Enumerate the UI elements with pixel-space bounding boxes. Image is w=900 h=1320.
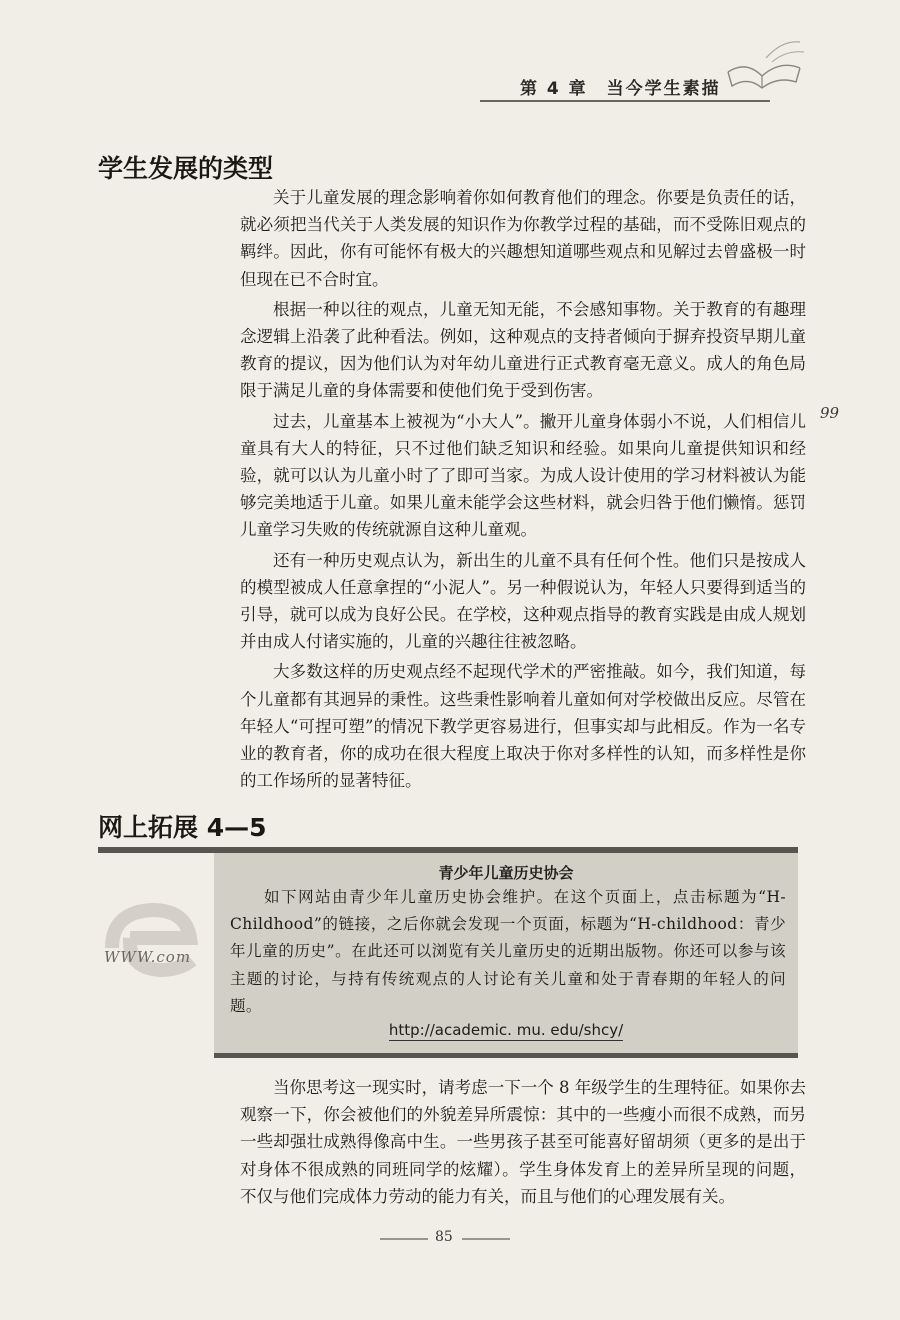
header-rule [480,100,770,102]
box-paragraph: 如下网站由青少年儿童历史协会维护。在这个页面上，点击标题为“H-Childhood”的链接，之后你就会发现一个页面，标题为“H-childhood：青少年儿童的历史”。在此还可以浏览有关儿童历史的近期出版物。你还可以参与该主题的讨论，与持有传统观点的人讨论有关儿童和处于青春期的年轻人的问题。 [230,888,786,1015]
box-body [230,884,786,1020]
paragraph: 关于儿童发展的理念影响着你如何教育他们的理念。你要是负责任的话，就必须把当代关于人类发展的知识作为你教学过程的基础，而不受陈旧观点的羁绊。因此，你有可能怀有极大的兴趣想知道哪些观点和见解过去曾盛极一时但现在已不合时宜。 [240,188,806,289]
paragraph: 还有一种历史观点认为，新出生的儿童不具有任何个性。他们只是按成人的模型被成人任意拿捏的“小泥人”。另一种假说认为，年轻人只要得到适当的引导，就可以成为良好公民。在学校，这种观点指导的教育实践是由成人规划并由成人付诸实施的，儿童的兴趣往往被忽略。 [240,550,806,652]
footer-rule-right [462,1238,510,1240]
open-book-icon [722,38,808,96]
section-title-online-extension: 网上拓展 4—5 [98,813,267,842]
page-number: 85 [435,1229,453,1245]
chapter-header: 第 4 章 当今学生素描 [520,79,721,99]
paragraph: 大多数这样的历史观点经不起现代学术的严密推敲。如今，我们知道，每个儿童都有其迥异的秉性。这些秉性影响着儿童如何对学校做出反应。尽管在年轻人“可捏可塑”的情况下教学更容易进行，但事实却与此相反。作为一名专业的教育者，你的成功在很大程度上取决于你对多样性的认知，而多样性是你的工作场所的显著特征。 [240,662,806,791]
paragraph: 当你思考这一现实时，请考虑一下一个 8 年级学生的生理特征。如果你去观察一下，你会被他们的外貌差异所震惊：其中的一些瘦小而很不成熟，而另一些却强壮成熟得像高中生。一些男孩子甚至可能喜好留胡须（更多的是出于对身体不很成熟的同班同学的炫耀）。学生身体发育上的差异所呈现的问题，不仅与他们完成体力劳动的能力有关，而且与他们的心理发展有关。 [240,1078,806,1206]
paragraph: 根据一种以往的观点，儿童无知无能，不会感知事物。关于教育的有趣理念逻辑上沿袭了此种看法。例如，这种观点的支持者倾向于摒弃投资早期儿童教育的提议，因为他们认为对年幼儿童进行正式教育毫无意义。成人的角色局限于满足儿童的身体需要和使他们免于受到伤害。 [240,299,806,401]
page-footer [380,1229,510,1249]
box-bottom-rule [214,1053,798,1058]
footer-rule-left [380,1238,428,1240]
section-body [240,184,806,794]
margin-page-number: 99 [820,404,840,422]
logo-text: WWW.com [104,948,192,966]
closing-body [240,1074,806,1210]
box-title: 青少年儿童历史协会 [438,864,574,882]
website-link[interactable] [214,1021,798,1039]
paragraph: 过去，儿童基本上被视为“小大人”。撇开儿童身体弱小不说，人们相信儿童具有大人的特征，只不过他们缺乏知识和经验。如果向儿童提供知识和经验，就可以认为儿童小时了了即可当家。为成人设计使用的学习材料被认为能够完美地适于儿童。如果儿童未能学会这些材料，就会归咎于他们懒惰。惩罚儿童学习失败的传统就源自这种儿童观。 [240,411,806,540]
website-url[interactable]: http://academic. mu. edu/shcy/ [388,1021,624,1039]
section-title-development-types: 学生发展的类型 [98,154,274,183]
